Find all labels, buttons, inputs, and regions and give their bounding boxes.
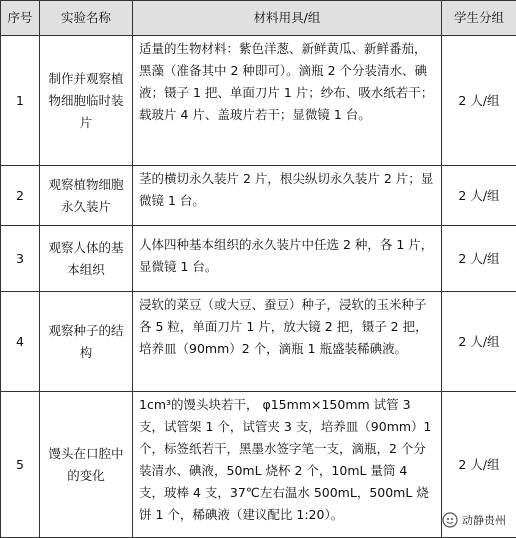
row-no: 3 — [1, 226, 40, 292]
table-row — [1, 36, 516, 166]
row-materials: 茎的横切永久装片 2 片，根尖纵切永久装片 2 片；显微镜 1 台。 — [133, 166, 442, 226]
row-name: 观察人体的基本组织 — [40, 226, 133, 292]
header-name: 实验名称 — [40, 1, 133, 36]
row-name: 馒头在口腔中的变化 — [40, 392, 133, 538]
row-materials: 适量的生物材料：紫色洋葱、新鲜黄瓜、新鲜番茄，黑藻（准备其中 2 种即可）。滴瓶 2 个分装清水、碘液；镊子 1 把、单面刀片 1 片；纱布、吸水纸若干；载玻片 4 片、盖玻片若干；显微镜 1 台。 — [133, 36, 442, 166]
row-group: 2 人/组 — [442, 392, 516, 538]
row-materials: 浸软的菜豆（或大豆、蚕豆）种子，浸软的玉米种子各 5 粒，单面刀片 1 片，放大镜 2 把，镊子 2 把，培养皿（90mm）2 个，滴瓶 1 瓶盛装稀碘液。 — [133, 292, 442, 392]
table-row — [1, 392, 516, 538]
row-no: 1 — [1, 36, 40, 166]
row-group: 2 人/组 — [442, 166, 516, 226]
row-no: 2 — [1, 166, 40, 226]
row-name: 观察植物细胞永久装片 — [40, 166, 133, 226]
row-group: 2 人/组 — [442, 36, 516, 166]
table-row — [1, 166, 516, 226]
table-header-row — [1, 1, 516, 36]
row-no: 4 — [1, 292, 40, 392]
row-materials: 人体四种基本组织的永久装片中任选 2 种，各 1 片，显微镜 1 台。 — [133, 226, 442, 292]
watermark-text: 动静贵州 — [462, 514, 506, 527]
header-group: 学生分组 — [442, 1, 516, 36]
row-name: 观察种子的结构 — [40, 292, 133, 392]
row-group: 2 人/组 — [442, 226, 516, 292]
header-materials: 材料用具/组 — [133, 1, 442, 36]
watermark — [442, 512, 506, 528]
row-group: 2 人/组 — [442, 292, 516, 392]
header-no: 序号 — [1, 1, 40, 36]
row-materials: 1cm³的馒头块若干， φ15mm×150mm 试管 3 支，试管架 1 个，试管夹 3 支，培养皿（90mm）1 个，标签纸若干，黑墨水签字笔一支，滴瓶，2 个分装清水、碘液，50mL 烧杯 2 个，10mL 量筒 4 支，玻棒 4 支，37℃左右温水 500mL，500mL 烧饼 1 个，稀碘液（建议配比 1:20）。 — [133, 392, 442, 538]
row-name: 制作并观察植物细胞临时装片 — [40, 36, 133, 166]
wechat-logo-icon — [442, 512, 458, 528]
table-row — [1, 226, 516, 292]
row-no: 5 — [1, 392, 40, 538]
table-row — [1, 292, 516, 392]
